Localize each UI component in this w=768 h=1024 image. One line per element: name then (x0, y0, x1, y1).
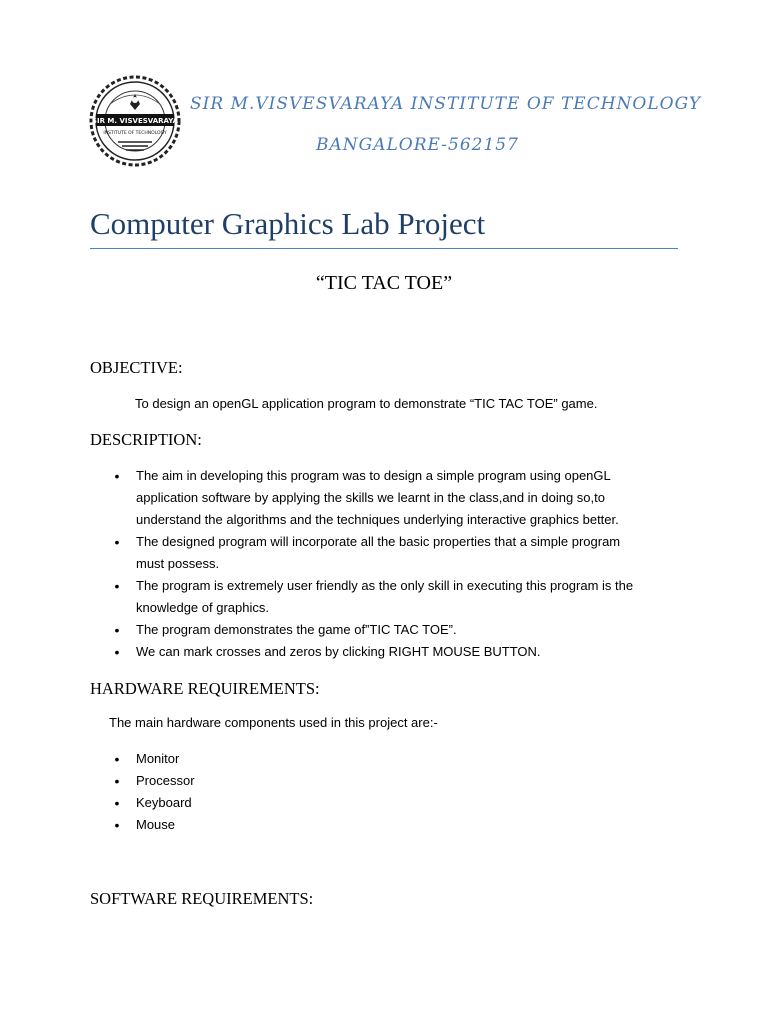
list-item-text: understand the algorithms and the techniques underlying interactive graphics better. (136, 512, 619, 527)
list-item-text: application software by applying the skills we learnt in the class,and in doing so,to (136, 490, 605, 505)
list-item (0, 465, 633, 531)
bullet-icon: • (114, 773, 120, 789)
list-item-text: The designed program will incorporate all the basic properties that a simple program (136, 534, 621, 549)
hardware-intro: The main hardware components used in this project are:- (109, 715, 438, 730)
objective-heading: OBJECTIVE: (90, 358, 183, 377)
institute-logo (88, 74, 182, 168)
list-item-text: Processor (136, 773, 195, 788)
bullet-icon: • (114, 795, 120, 811)
project-name: “TIC TAC TOE” (315, 272, 453, 294)
list-item (0, 814, 195, 836)
list-item (0, 641, 633, 663)
list-item-text: We can mark crosses and zeros by clicking RIGHT MOUSE BUTTON. (136, 644, 541, 659)
bullet-icon: • (114, 751, 120, 767)
list-item (0, 748, 195, 770)
institute-city: BANGALORE-562157 (316, 135, 519, 155)
svg-text:SIR M. VISVESVARAYA: SIR M. VISVESVARAYA (91, 117, 179, 125)
list-item-text: The program demonstrates the game of”TIC TAC TOE”. (136, 622, 457, 637)
title-underline (90, 248, 678, 249)
software-heading: SOFTWARE REQUIREMENTS: (90, 889, 314, 908)
list-item (0, 792, 195, 814)
description-heading: DESCRIPTION: (90, 430, 202, 449)
list-item (0, 619, 633, 641)
list-item (0, 531, 633, 575)
list-item-text: The program is extremely user friendly as the only skill in executing this program is the (136, 578, 634, 593)
bullet-icon: • (114, 534, 120, 550)
document-title: Computer Graphics Lab Project (90, 206, 486, 241)
hardware-list (0, 748, 195, 836)
bullet-icon: • (114, 578, 120, 594)
svg-text:INSTITUTE OF TECHNOLOGY: INSTITUTE OF TECHNOLOGY (103, 131, 167, 136)
list-item-text: Keyboard (136, 795, 192, 810)
bullet-icon: • (114, 644, 120, 660)
objective-text: To design an openGL application program to demonstrate “TIC TAC TOE” game. (135, 396, 598, 411)
list-item (0, 770, 195, 792)
list-item-text: Mouse (136, 817, 176, 832)
list-item-text: Monitor (136, 751, 180, 766)
list-item-text: must possess. (136, 556, 220, 571)
institute-name: SIR M.VISVESVARAYA INSTITUTE OF TECHNOLOGY (190, 94, 702, 114)
hardware-heading: HARDWARE REQUIREMENTS: (90, 679, 320, 698)
list-item (0, 575, 633, 619)
description-list (0, 465, 633, 663)
list-item-text: The aim in developing this program was to design a simple program using openGL (136, 468, 611, 483)
bullet-icon: • (114, 622, 120, 638)
bullet-icon: • (114, 817, 120, 833)
bullet-icon: • (114, 468, 120, 484)
list-item-text: knowledge of graphics. (136, 600, 269, 615)
